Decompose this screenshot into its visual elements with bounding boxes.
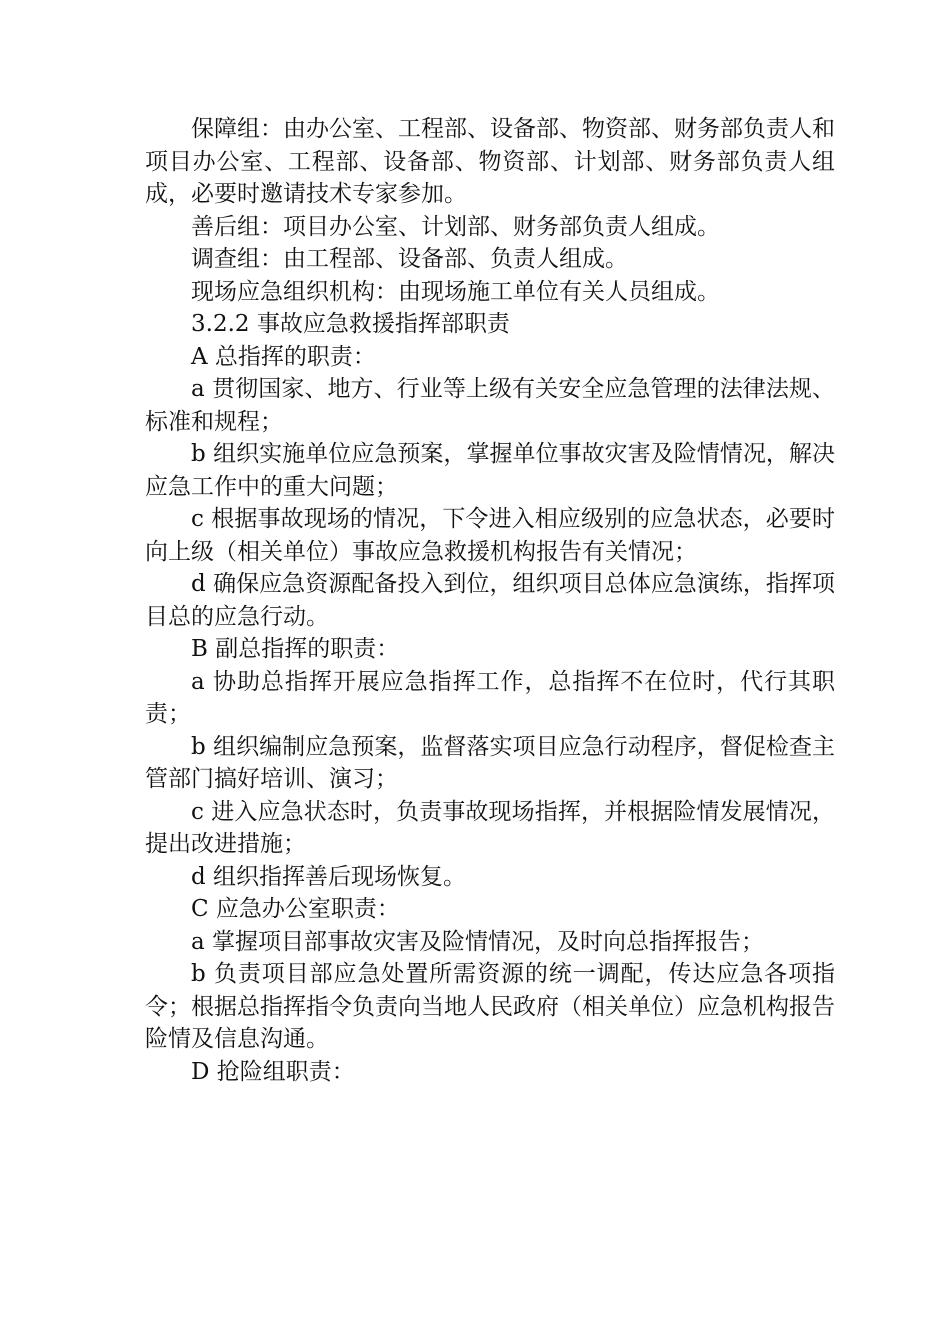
paragraph-support-group: 保障组：由办公室、工程部、设备部、物资部、财务部负责人和项目办公室、工程部、设备部、物资部、计划部、财务部负责人组成，必要时邀请技术专家参加。: [145, 116, 835, 207]
list-item-deputy-b: b 组织编制应急预案，监督落实项目应急行动程序，督促检查主管部门搞好培训、演习；: [145, 733, 835, 792]
list-item-deputy-c: c 进入应急状态时，负责事故现场指挥，并根据险情发展情况，提出改进措施；: [145, 798, 835, 857]
list-item-commander-d: d 确保应急资源配备投入到位，组织项目总体应急演练，指挥项目总的应急行动。: [145, 571, 835, 630]
subheading-commander-duties: A 总指挥的职责：: [191, 343, 376, 370]
subheading-emergency-office-duties: C 应急办公室职责：: [191, 896, 400, 922]
list-item-office-a: a 掌握项目部事故灾害及险情情况，及时向总指挥报告；: [191, 928, 765, 955]
paragraph-onsite-organization: 现场应急组织机构：由现场施工单位有关人员组成。: [191, 278, 720, 305]
list-item-office-b: b 负责项目部应急处置所需资源的统一调配，传达应急各项指令；根据总指挥指令负责向当地人民政府（相关单位）应急机构报告险情及信息沟通。: [145, 961, 835, 1052]
list-item-deputy-a: a 协助总指挥开展应急指挥工作，总指挥不在位时，代行其职责；: [145, 668, 835, 727]
paragraph-aftermath-group: 善后组：项目办公室、计划部、财务部负责人组成。: [191, 213, 720, 240]
section-heading-3-2-2: 3.2.2 事故应急救援指挥部职责: [191, 311, 510, 337]
subheading-deputy-commander-duties: B 副总指挥的职责：: [191, 636, 400, 662]
paragraph-investigation-group: 调查组：由工程部、设备部、负责人组成。: [191, 246, 628, 272]
list-item-commander-c: c 根据事故现场的情况，下令进入相应级别的应急状态，必要时向上级（相关单位）事故应急救援机构报告有关情况；: [145, 506, 835, 565]
document-body: [145, 113, 835, 1088]
list-item-deputy-d: d 组织指挥善后现场恢复。: [191, 863, 467, 890]
list-item-commander-a: a 贯彻国家、地方、行业等上级有关安全应急管理的法律法规、标准和规程；: [145, 376, 835, 435]
subheading-rescue-group-duties: D 抢险组职责：: [191, 1058, 355, 1085]
list-item-commander-b: b 组织实施单位应急预案，掌握单位事故灾害及险情情况，解决应急工作中的重大问题；: [145, 441, 835, 500]
